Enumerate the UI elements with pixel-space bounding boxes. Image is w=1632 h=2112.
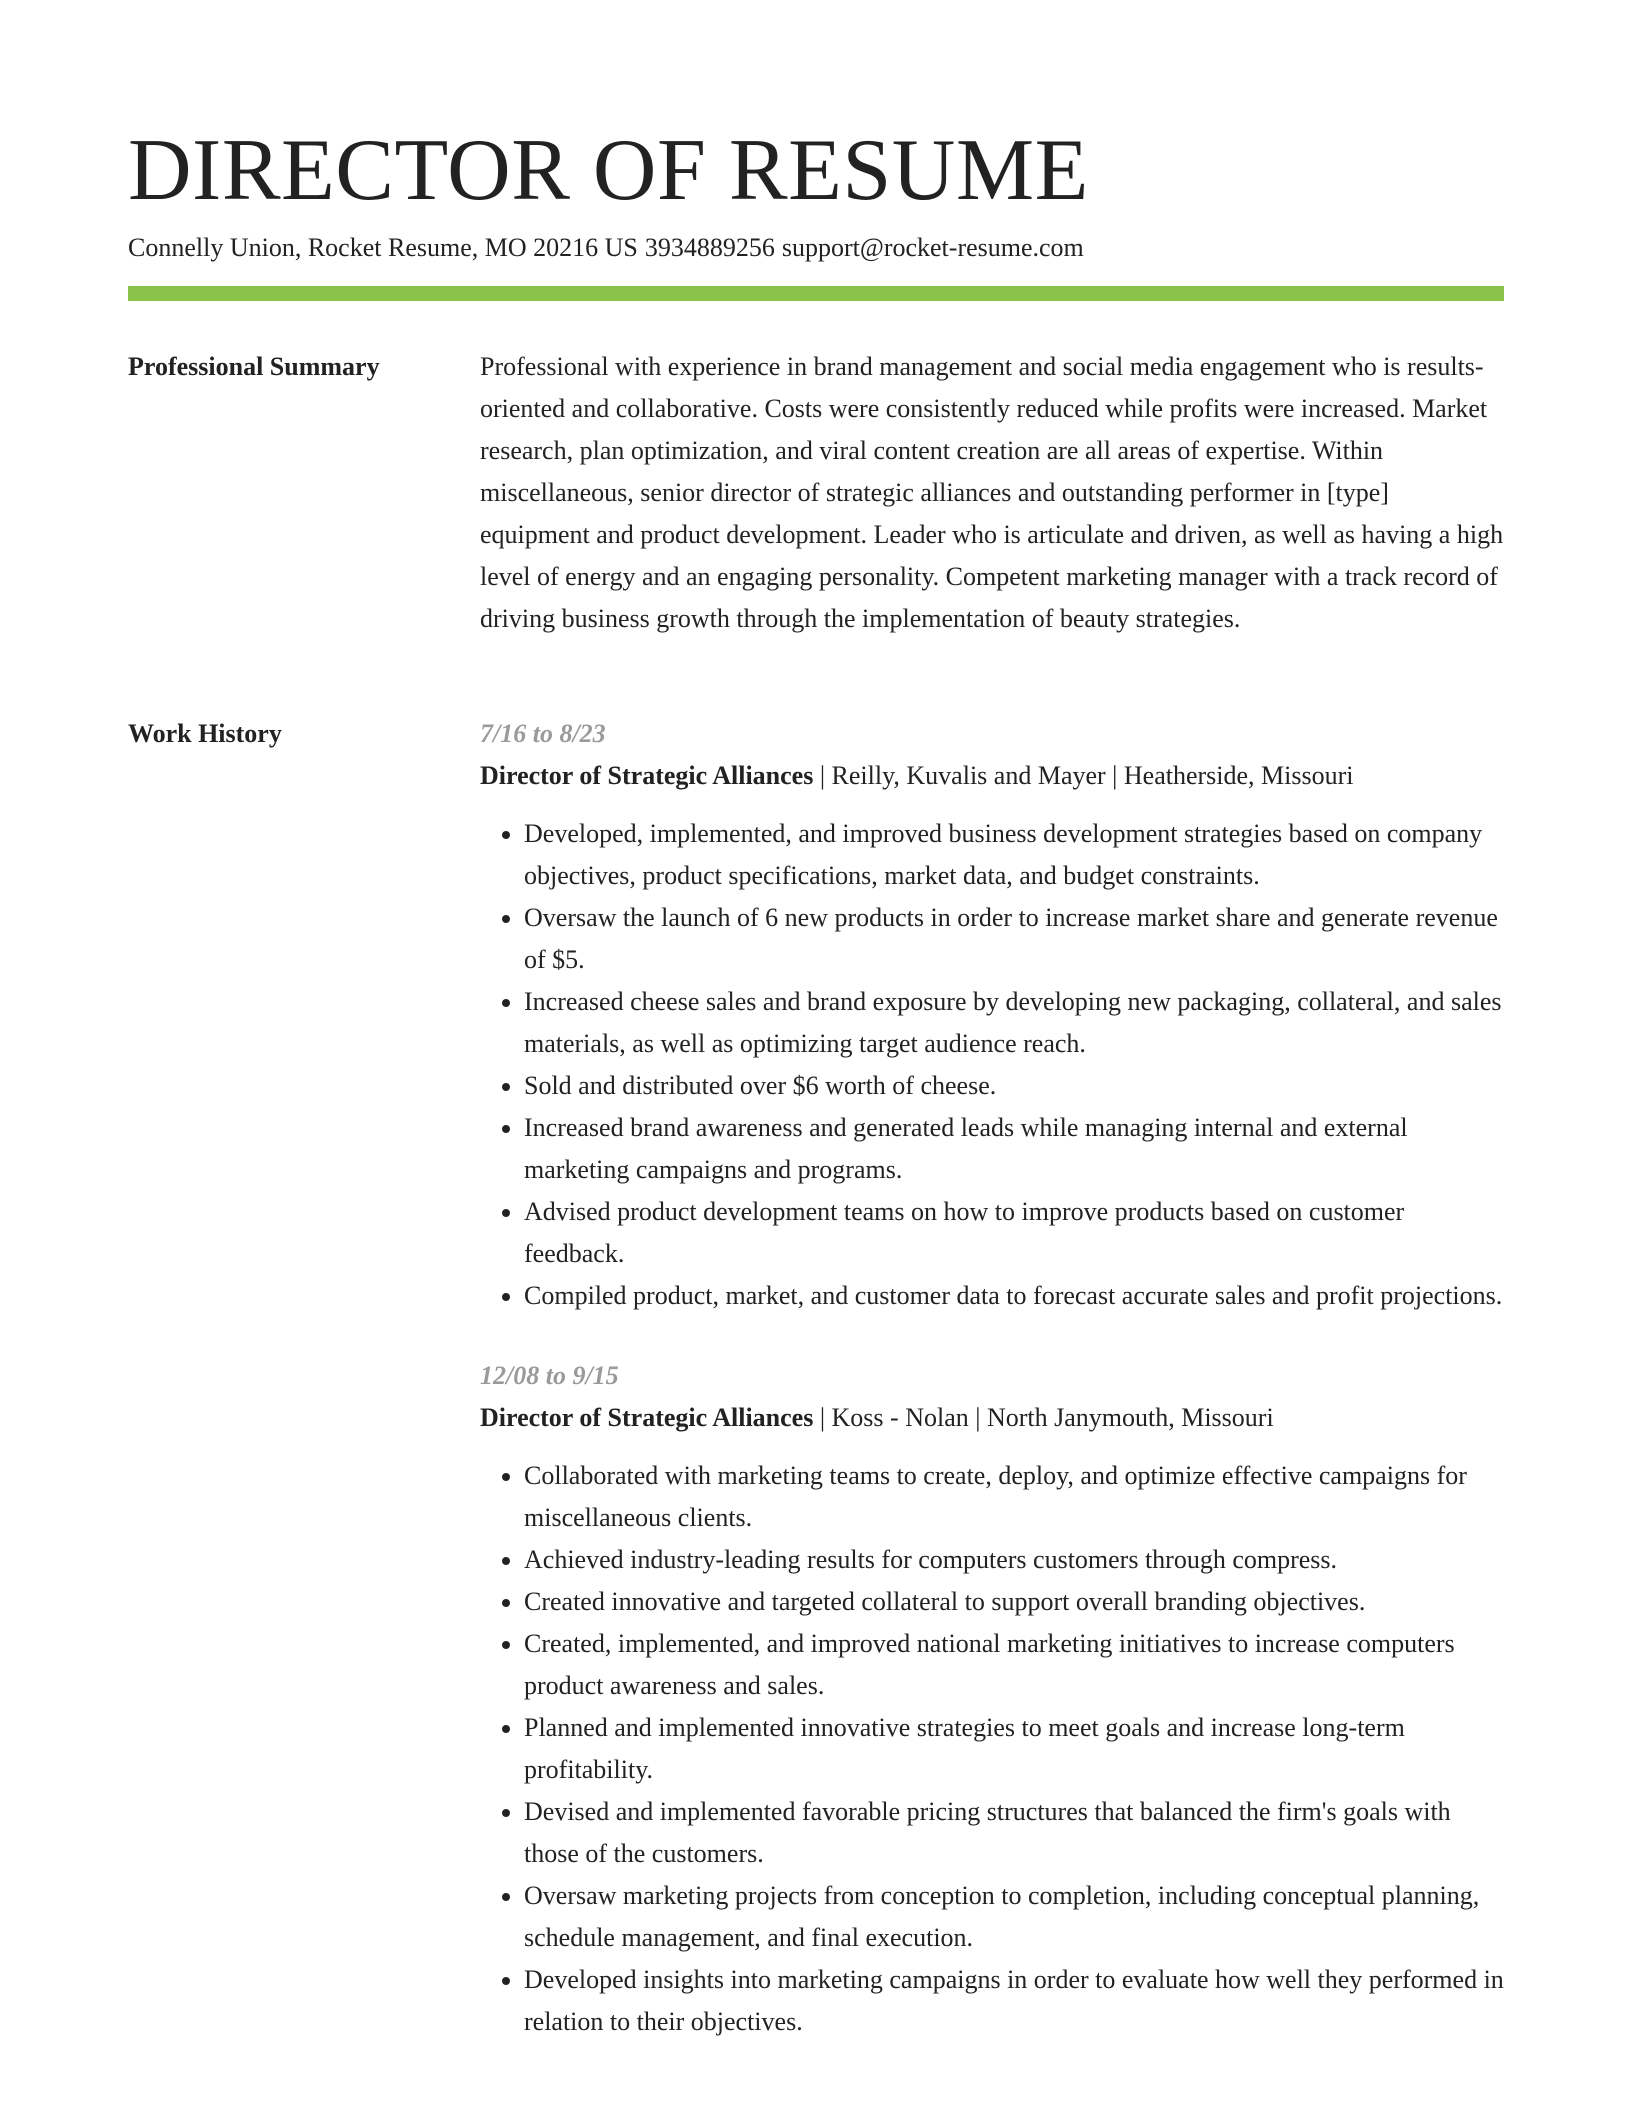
job-title-line (480, 755, 1504, 797)
summary-section-label: Professional Summary (128, 352, 380, 381)
job-bullet: • Advised product development teams on how to improve products based on customer feedback. (524, 1191, 1504, 1275)
summary-text: Professional with experience in brand management and social media engagement who is results-oriented and collaborative. Costs were consistently reduced while profits were increased. Market research, plan optimization, and viral content creation are all areas of expertise. Within miscellaneous, senior director of strategic alliances and outstanding performer in [type] equipment and product development. Leader who is articulate and driven, as well as having a high level of energy and an engaging personality. Competent marketing manager with a track record of driving business growth through the implementation of beauty strategies. (480, 352, 1504, 633)
job-title: Director of Strategic Alliances (480, 1403, 814, 1432)
job-bullet: • Achieved industry-leading results for computers customers through compress. (524, 1539, 1504, 1581)
job-entry (480, 1355, 1504, 2043)
contact-line (128, 231, 1091, 265)
job-bullet: • Oversaw marketing projects from conception to completion, including conceptual planning, schedule management, and final execution. (524, 1875, 1504, 1959)
job-title-line (480, 1397, 1504, 1439)
job-bullet: • Oversaw the launch of 6 new products in order to increase market share and generate revenue of $5. (524, 897, 1504, 981)
job-bullet: • Increased cheese sales and brand exposure by developing new packaging, collateral, and sales materials, as well as optimizing target audience reach. (524, 981, 1504, 1065)
job-bullet: • Planned and implemented innovative strategies to meet goals and increase long-term profitability. (524, 1707, 1504, 1791)
job-bullet-list (480, 813, 1504, 1317)
job-bullet: • Collaborated with marketing teams to create, deploy, and optimize effective campaigns for miscellaneous clients. (524, 1455, 1504, 1539)
job-dates: 7/16 to 8/23 (480, 719, 606, 748)
job-title: Director of Strategic Alliances (480, 761, 814, 790)
job-bullet: • Increased brand awareness and generated leads while managing internal and external marketing campaigns and programs. (524, 1107, 1504, 1191)
job-bullet: • Devised and implemented favorable pricing structures that balanced the firm's goals with those of the customers. (524, 1791, 1504, 1875)
contact-email: support@rocket-resume.com (781, 233, 1084, 262)
job-bullet: • Compiled product, market, and customer data to forecast accurate sales and profit projections. (524, 1275, 1504, 1317)
job-bullet-list (480, 1455, 1504, 2043)
job-company-location: | Koss - Nolan | North Janymouth, Missouri (813, 1403, 1274, 1432)
work-history-section-label: Work History (128, 719, 282, 748)
header-divider (128, 286, 1504, 301)
work-history-body (480, 713, 1504, 2081)
job-bullet: • Developed insights into marketing campaigns in order to evaluate how well they performed in relation to their objectives. (524, 1959, 1504, 2043)
summary-section-body (480, 346, 1504, 640)
resume-name-heading: DIRECTOR OF RESUME (128, 122, 1089, 219)
contact-phone: 3934889256 (644, 233, 775, 262)
job-bullet: • Sold and distributed over $6 worth of cheese. (524, 1065, 1504, 1107)
job-dates: 12/08 to 9/15 (480, 1361, 619, 1390)
contact-address: Connelly Union, Rocket Resume, MO 20216 US (128, 233, 638, 262)
job-bullet: • Developed, implemented, and improved business development strategies based on company objectives, product specifications, market data, and budget constraints. (524, 813, 1504, 897)
job-company-location: | Reilly, Kuvalis and Mayer | Heatherside, Missouri (813, 761, 1354, 790)
job-entry (480, 713, 1504, 1317)
job-bullet: • Created innovative and targeted collateral to support overall branding objectives. (524, 1581, 1504, 1623)
job-bullet: • Created, implemented, and improved national marketing initiatives to increase computers product awareness and sales. (524, 1623, 1504, 1707)
